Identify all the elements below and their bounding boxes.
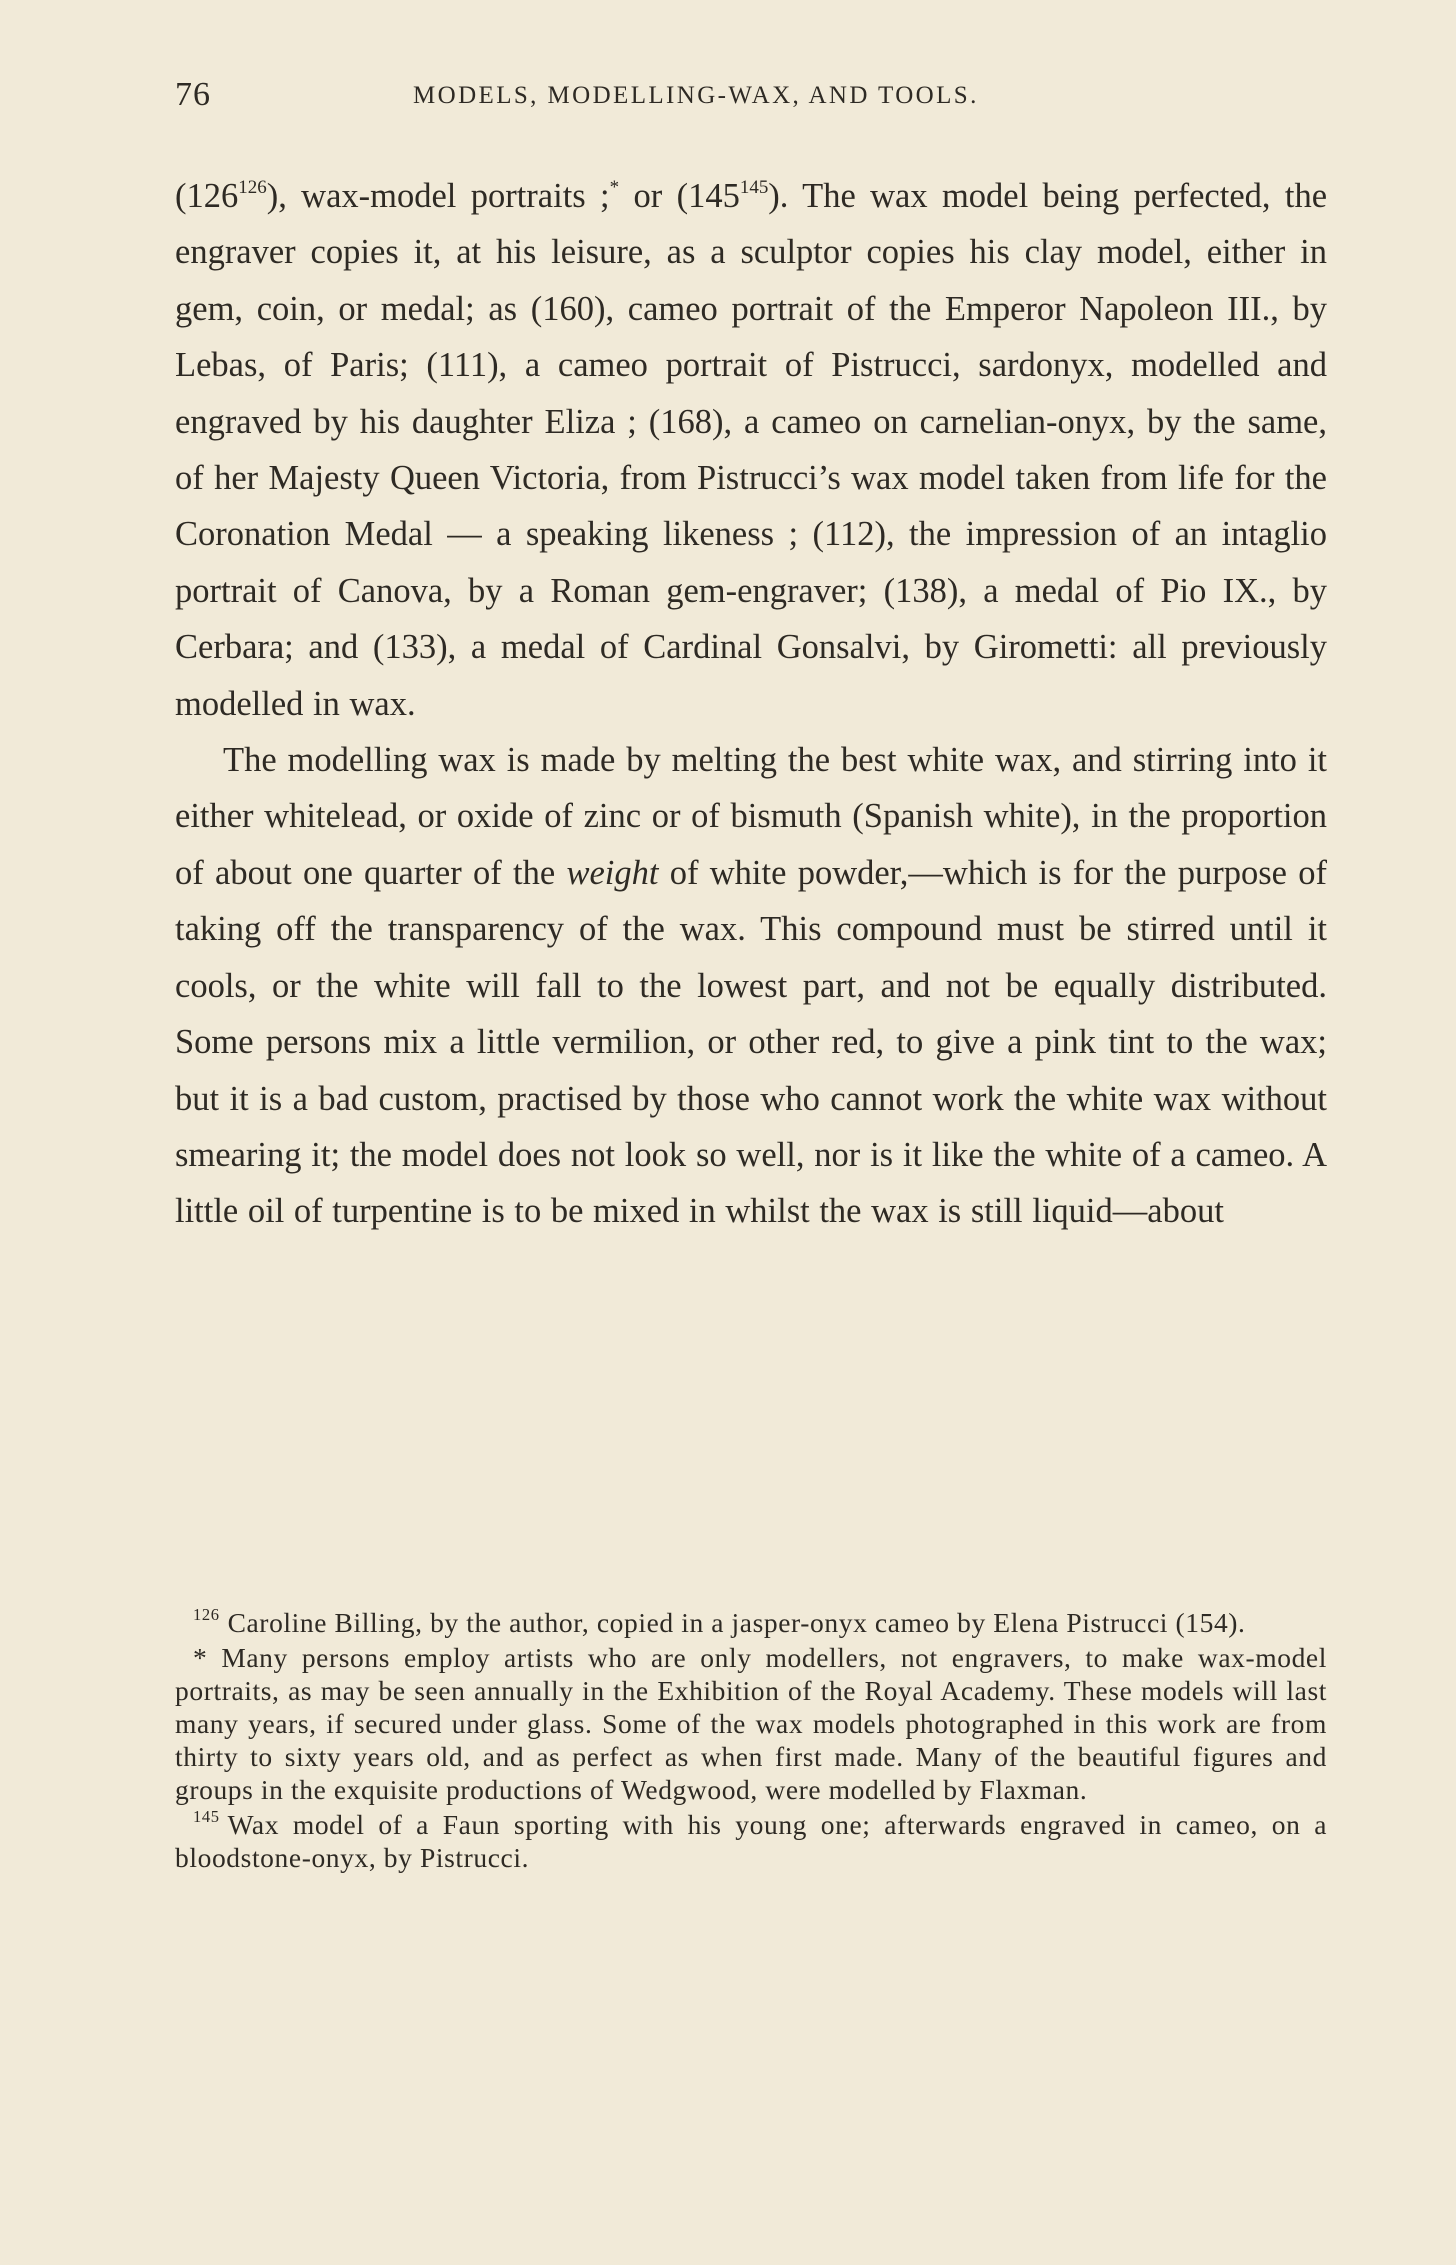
p2-text-b: of white powder,—which is for the purpose of taking off the transparency of the wax. This compound must be stirred until it cools, or the white will fall to the lowest part, and not be equally distributed. Some persons mix a little vermilion, or other red, to give a pink tint to the wax; but it is a bad custom, practised by those who cannot work the white wax without smearing it; the model does not look so well, nor is it like the white of a cameo. A little oil of turpentine is to be mixed in whilst the wax is still liquid—about (175, 853, 1327, 1231)
footnote-text: Caroline Billing, by the author, copied in a jasper-onyx cameo by Elena Pistrucci (154). (227, 1607, 1246, 1638)
p1-text-a: (126 (175, 177, 239, 215)
footnote-126 (175, 1606, 1327, 1639)
p1-text-d: ). The wax model being perfected, the engraver copies it, at his leisure, as a sculptor copies his clay model, either in gem, coin, or medal; as (160), cameo portrait of the Emperor Napoleon III., by Lebas, of Paris; (111), a cameo portrait of Pistrucci, sardonyx, modelled and engraved by his daughter Eliza ; (168), a cameo on carnelian-onyx, by the same, of her Majesty Queen Victoria, from Pistrucci’s wax model taken from life for the Coronation Medal — a speaking likeness ; (112), the impression of an intaglio portrait of Canova, by a Roman gem-engraver; (138), a medal of Pio IX., by Cerbara; and (133), a medal of Cardinal Gonsalvi, by Girometti: all previously modelled in wax. (175, 177, 1328, 723)
footnote-ref-145: 145 (739, 176, 769, 198)
footnote-mark: 126 (193, 1605, 220, 1625)
footnote-145 (175, 1808, 1327, 1874)
body-text (175, 168, 1327, 1240)
footnote-ref-asterisk: * (609, 176, 620, 198)
running-head (175, 76, 1325, 120)
p2-emphasis: weight (566, 853, 659, 892)
footnote-asterisk (175, 1641, 1327, 1806)
running-title: MODELS, MODELLING-WAX, AND TOOLS. (413, 82, 979, 109)
p1-text-c: or (145 (619, 177, 740, 215)
paragraph-2 (175, 732, 1327, 1240)
footnotes (175, 1606, 1327, 1876)
p2-text-a: The modelling wax is made by melting the best white wax, and stirring into it either whitelead, or oxide of zinc or of bismuth (Spanish white), in the proportion of about one quarter of the (175, 741, 1327, 892)
paragraph-1 (175, 168, 1327, 732)
page-number: 76 (175, 76, 211, 113)
footnote-text: Many persons employ artists who are only modellers, not engravers, to make wax-model portraits, as may be seen annually in the Exhibition of the Royal Academy. These models will last many years, if secured under glass. Some of the wax models photographed in this work are from thirty to sixty years old, and as perfect as when first made. Many of the beautiful figures and groups in the exquisite productions of Wedgwood, were modelled by Flaxman. (175, 1642, 1327, 1805)
footnote-mark: * (193, 1642, 208, 1673)
footnote-text: Wax model of a Faun sporting with his young one; afterwards engraved in cameo, on a bloodstone-onyx, by Pistrucci. (175, 1809, 1327, 1873)
footnote-ref-126: 126 (238, 176, 267, 198)
footnote-mark: 145 (193, 1807, 220, 1827)
p1-text-b: ), wax-model portraits ; (266, 177, 610, 215)
